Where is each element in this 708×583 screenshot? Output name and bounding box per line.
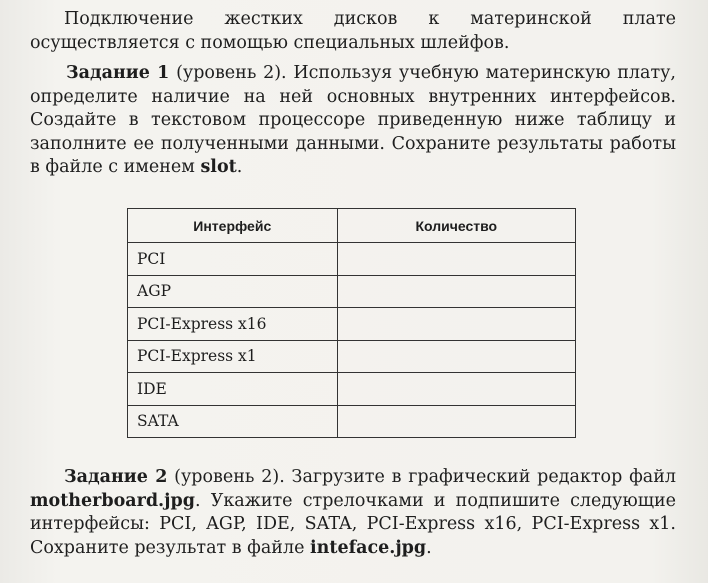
task1-level: (уровень 2). — [169, 63, 294, 83]
table-row — [128, 275, 576, 308]
task1-end: . — [236, 157, 243, 177]
header-count: Количество — [337, 209, 575, 243]
table-row — [128, 243, 576, 276]
row-interface-name: PCI — [128, 243, 338, 276]
task1-heading: Задание 1 — [66, 63, 170, 83]
task1-filename: slot — [200, 157, 237, 177]
row-interface-name: PCI-Express x16 — [128, 308, 338, 341]
row-interface-name: AGP — [128, 275, 338, 308]
header-interface: Интерфейс — [128, 209, 338, 243]
row-count-cell — [337, 373, 575, 406]
task2-end: . — [426, 537, 432, 558]
task2-heading: Задание 2 — [64, 467, 168, 487]
task2-level: (уровень 2). — [167, 467, 292, 487]
task2-file-inteface: inteface.jpg — [310, 537, 427, 558]
table-row — [128, 373, 576, 406]
table-header-row — [128, 209, 576, 243]
row-count-cell — [337, 243, 575, 276]
table-row — [128, 340, 576, 373]
task2-text-a: Загрузите в графический редактор файл — [291, 467, 676, 487]
table-row — [128, 405, 576, 438]
intro-paragraph — [30, 8, 676, 55]
row-count-cell — [337, 275, 575, 308]
task1-paragraph — [30, 62, 676, 180]
row-count-cell — [337, 405, 575, 438]
task2-paragraph — [30, 466, 676, 560]
row-interface-name: PCI-Express x1 — [128, 340, 338, 373]
row-interface-name: IDE — [128, 373, 338, 406]
interface-table — [127, 208, 576, 438]
task2-file-motherboard: motherboard.jpg — [30, 490, 195, 511]
row-count-cell — [337, 340, 575, 373]
task2-text-b: . Укажите стрелочками и подпишите следующие интерфейсы: PCI, AGP, IDE, SATA, PCI-Express x16, PCI-Express x1. Сохраните результат в файле — [30, 490, 676, 558]
row-interface-name: SATA — [128, 405, 338, 438]
task1-text: Используя учебную материнскую плату, определите наличие на ней основных внутренних интерфейсов. Создайте в текстовом процессоре приведенную ниже таблицу и заполните ее полученными данными. Сохраните результаты работы в файле с именем — [30, 63, 676, 177]
table-row — [128, 308, 576, 341]
row-count-cell — [337, 308, 575, 341]
intro-text: Подключение жестких дисков к материнской плате осуществляется с помощью специальных шлейфов. — [30, 9, 676, 53]
